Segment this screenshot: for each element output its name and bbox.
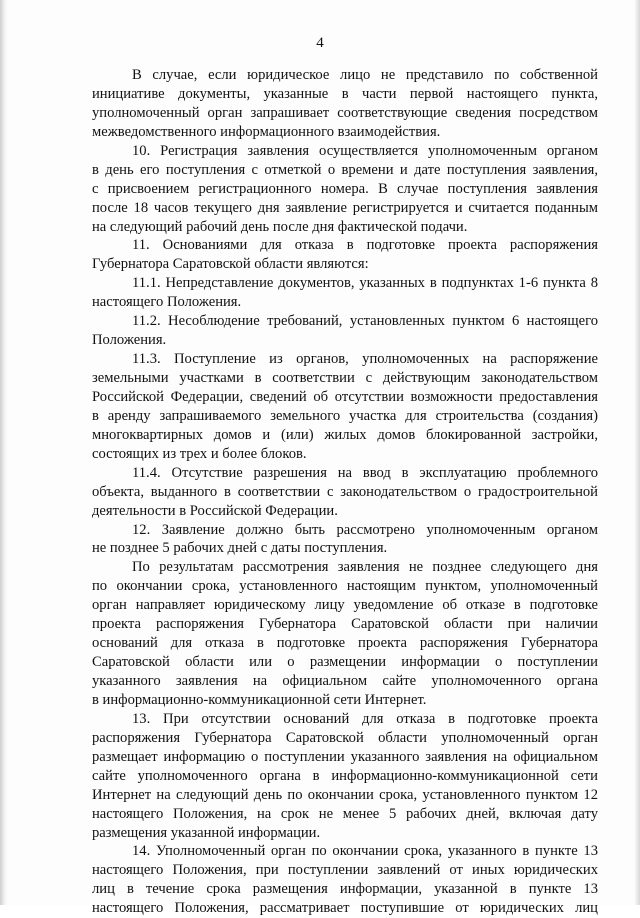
paragraph-line: настоящего Положения, при поступлении заявлений от иных юридических bbox=[92, 862, 598, 879]
paragraph-line: в день его поступления с отметкой о времени и дате поступления заявления, bbox=[92, 161, 598, 178]
paragraph-first-line: 14. Уполномоченный орган по окончании срока, указанного в пункте 13 bbox=[132, 843, 598, 860]
paragraph-first-line: По результатам рассмотрения заявления не позднее следующего дня bbox=[132, 559, 598, 576]
scan-right-edge bbox=[634, 0, 640, 905]
paragraph-line: Губернатора Саратовской области являются: bbox=[92, 256, 369, 273]
paragraph-line: деятельности в Российской Федерации. bbox=[92, 502, 338, 519]
page-number: 4 bbox=[316, 35, 324, 51]
paragraph-first-line: 13. При отсутствии оснований для отказа в подготовке проекта bbox=[132, 710, 598, 727]
document-body bbox=[92, 66, 598, 918]
paragraph-line: земельными участками в соответствии с действующим законодательством bbox=[92, 370, 598, 386]
paragraph-line: многоквартирных домов и (или) жилых домов блокированной застройки, bbox=[92, 426, 598, 443]
paragraph-line: объекта, выданного в соответствии с законодательством о градостроительной bbox=[92, 483, 598, 500]
paragraph-line: Интернет на следующий день по окончании срока, установленного пунктом 12 bbox=[92, 786, 598, 803]
paragraph-line: настоящего Положения, на срок не менее 5 рабочих дней, включая дату bbox=[92, 805, 598, 822]
paragraph-first-line: 11.2. Несоблюдение требований, установленных пунктом 6 настоящего bbox=[132, 313, 598, 330]
paragraph-line: в информационно-коммуникационной сети Интернет. bbox=[92, 691, 427, 708]
paragraph-line: орган направляет юридическому лицу уведомление об отказе в подготовке bbox=[92, 597, 598, 614]
paragraph-line: размещает информацию о поступлении указанного заявления на официальном bbox=[92, 748, 598, 765]
paragraph-line: сайте уполномоченного органа в информационно-коммуникационной сети bbox=[92, 767, 598, 784]
paragraph-line: межведомственного информационного взаимодействия. bbox=[92, 123, 441, 140]
paragraph-line: проекта распоряжения Губернатора Саратовской области при наличии bbox=[92, 616, 598, 633]
paragraph-line: состоящих из трех и более блоков. bbox=[92, 445, 307, 462]
paragraph-line: оснований для отказа в подготовке проекта распоряжения Губернатора bbox=[92, 635, 598, 652]
paragraph-first-line: 11. Основаниями для отказа в подготовке проекта распоряжения bbox=[132, 237, 598, 254]
paragraph-line: на следующий рабочий день после дня фактической подачи. bbox=[92, 218, 468, 235]
paragraph-line: указанного заявления на официальном сайте уполномоченного органа bbox=[92, 673, 598, 689]
paragraph-line: распоряжения Губернатора Саратовской области уполномоченный орган bbox=[92, 729, 598, 746]
paragraph-line: размещения указанной информации. bbox=[92, 824, 321, 841]
paragraph-first-line: В случае, если юридическое лицо не представило по собственной bbox=[132, 67, 598, 83]
paragraph-line: по окончании срока, установленного настоящим пунктом, уполномоченный bbox=[92, 578, 598, 595]
scan-left-edge bbox=[0, 0, 8, 905]
paragraph-first-line: 12. Заявление должно быть рассмотрено уполномоченным органом bbox=[132, 521, 598, 538]
paragraph-line: уполномоченный орган запрашивает соответствующие сведения посредством bbox=[92, 104, 598, 121]
paragraph-line: не позднее 5 рабочих дней с даты поступления. bbox=[92, 540, 388, 557]
paragraph-line: лиц в течение срока размещения информации, указанной в пункте 13 bbox=[92, 881, 598, 898]
paragraph-first-line: 11.1. Непредставление документов, указанных в подпунктах 1-6 пункта 8 bbox=[132, 275, 598, 292]
paragraph-first-line: 11.3. Поступление из органов, уполномоченных на распоряжение bbox=[132, 351, 598, 368]
paragraph-line: инициативе документы, указанные в части первой настоящего пункта, bbox=[92, 85, 598, 102]
paragraph-line: настоящего Положения, рассматривает поступившие от юридических лиц bbox=[92, 900, 598, 917]
paragraph-line: в аренду запрашиваемого земельного участка для строительства (создания) bbox=[92, 407, 598, 424]
paragraph-line: Положения. bbox=[92, 332, 167, 349]
paragraph-line: после 18 часов текущего дня заявление регистрируется и считается поданным bbox=[92, 199, 598, 216]
paragraph-line: с присвоением регистрационного номера. В случае поступления заявления bbox=[92, 180, 598, 197]
paragraph-first-line: 10. Регистрация заявления осуществляется уполномоченным органом bbox=[132, 142, 598, 159]
paragraph-first-line: 11.4. Отсутствие разрешения на ввод в эксплуатацию проблемного bbox=[132, 464, 598, 481]
paragraph-line: настоящего Положения. bbox=[92, 294, 242, 311]
paragraph-line: Саратовской области или о размещении информации о поступлении bbox=[92, 654, 598, 671]
paragraph-line: Российской Федерации, сведений об отсутствии возможности предоставления bbox=[92, 388, 598, 405]
